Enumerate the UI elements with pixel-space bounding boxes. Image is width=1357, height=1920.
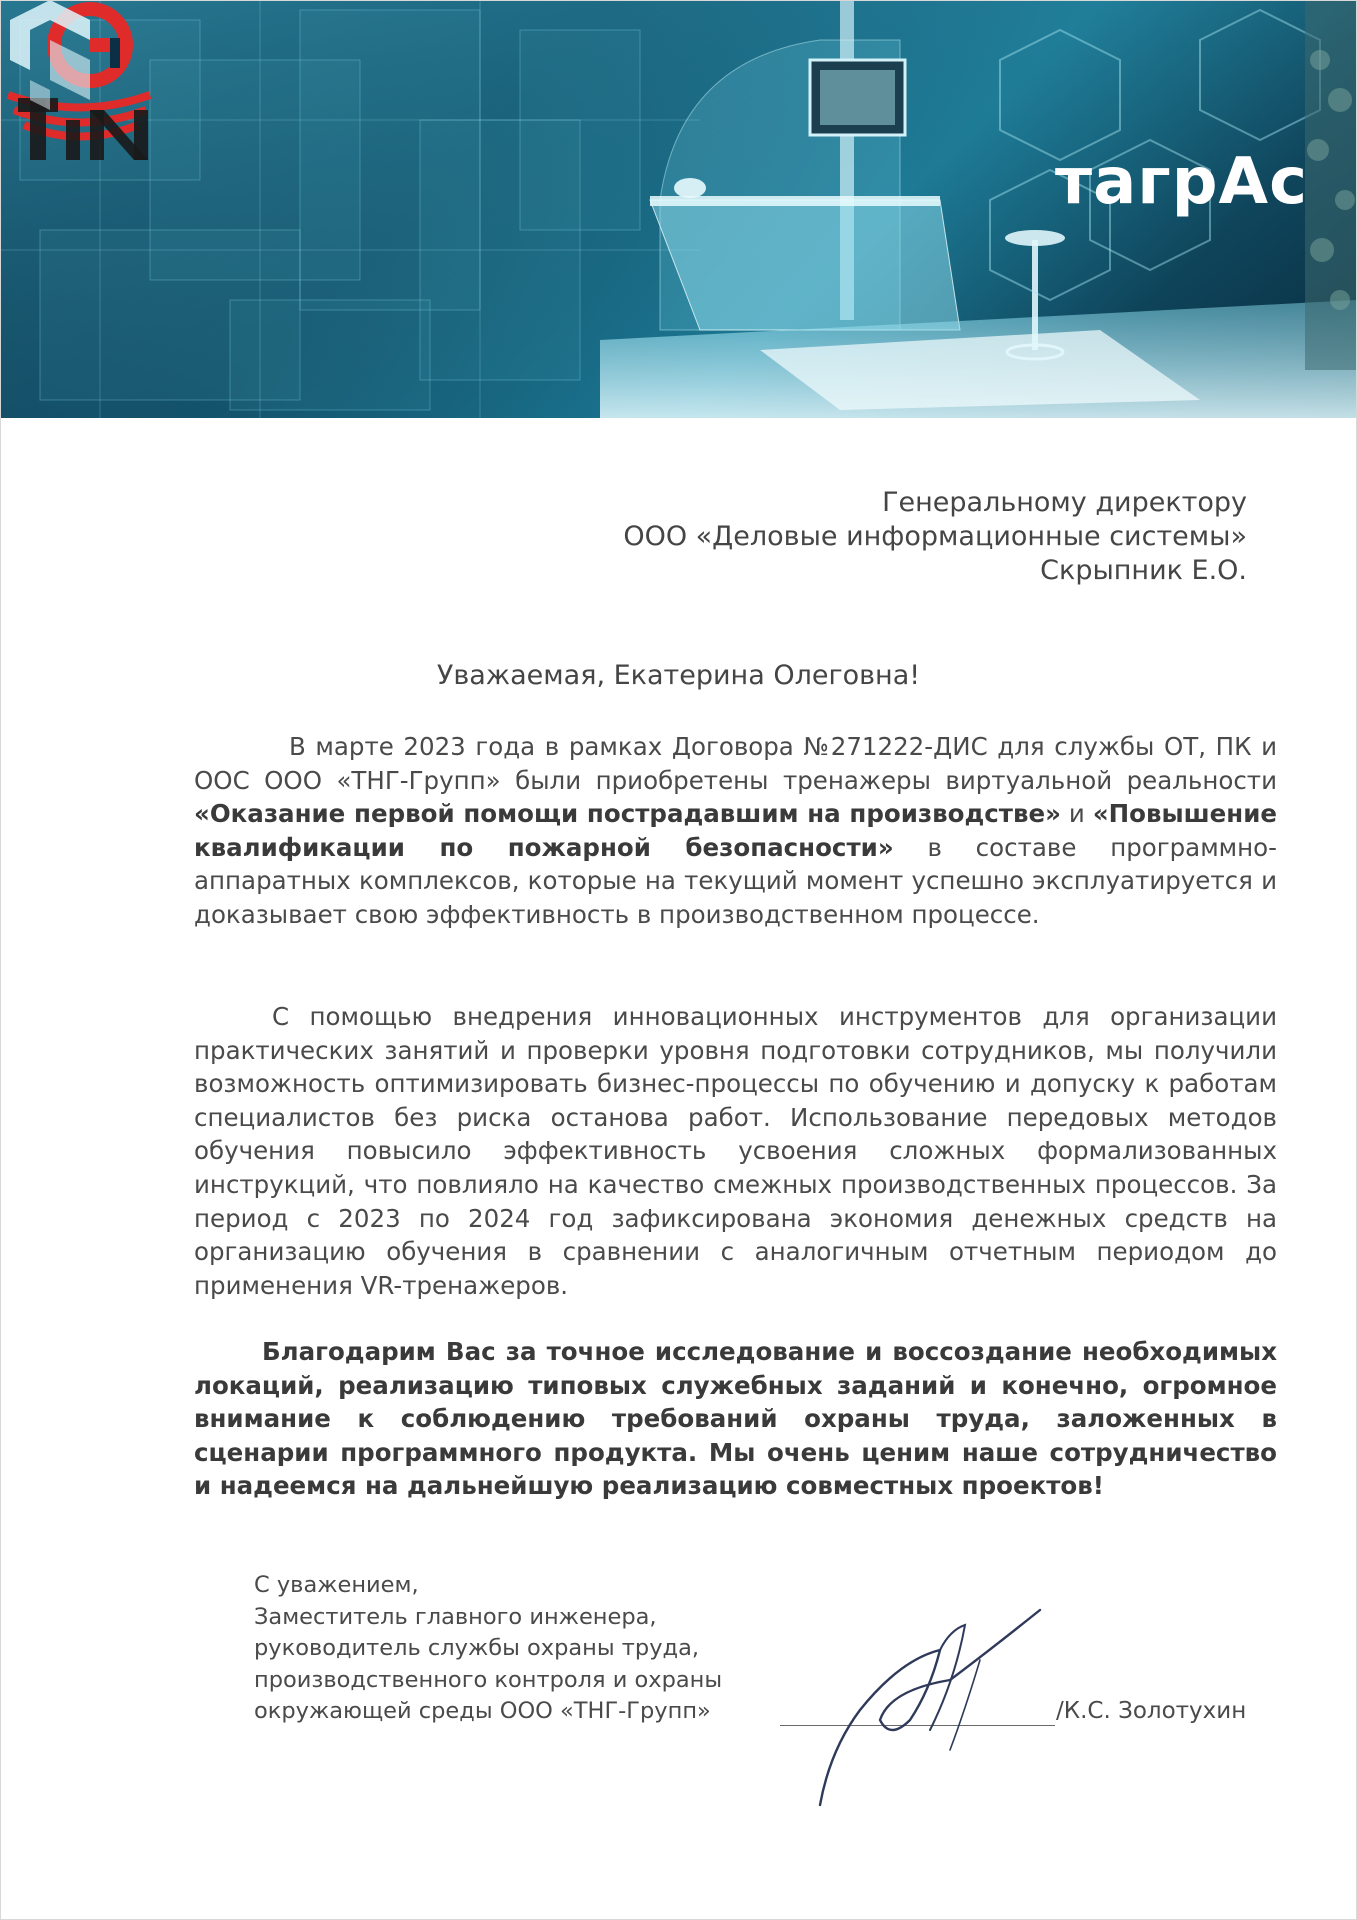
paragraph-3 <box>194 1335 1277 1503</box>
recipient-name: Скрыпник Е.О. <box>1040 555 1247 586</box>
signer-title-line-3: производственного контроля и охраны <box>254 1666 723 1693</box>
salutation: Уважаемая, Екатерина Олеговна! <box>436 660 921 691</box>
recipient-company: ООО «Деловые информационные системы» <box>623 521 1247 552</box>
signer-title-line-2: руководитель службы охраны труда, <box>254 1635 700 1661</box>
paragraph-2 <box>194 1000 1277 1302</box>
signer-title-line-4: окружающей среды ООО «ТНГ-Групп» <box>254 1698 711 1724</box>
recipient-position: Генеральному директору <box>882 487 1247 518</box>
training-title-first-aid: «Оказание первой помощи пострадавшим на производстве» <box>194 799 1061 829</box>
handwritten-signature <box>790 1600 1070 1820</box>
header-banner <box>0 0 1357 418</box>
recipient-block <box>623 486 1247 588</box>
training-title-fire-safety: «Повышение квалификации по пожарной безопасности» <box>194 799 1278 862</box>
paragraph-1-part-2: и <box>1060 799 1093 829</box>
signer-name: /К.С. Золотухин <box>1056 1698 1247 1724</box>
paragraph-1 <box>194 730 1277 932</box>
paragraph-1-part-3: в составе программно-аппаратных комплексов, которые на текущий момент успешно эксплуатируется и доказывает свою эффективность в производственном процессе. <box>194 832 1278 929</box>
signature-block <box>254 1570 722 1728</box>
paragraph-3-text: Благодарим Вас за точное исследование и воссоздание необходимых локаций, реализацию типовых служебных заданий и конечно, огромное внимание к соблюдению требований охраны труда, заложенных в сценарии программного продукта. Мы очень ценим наше сотрудничество и надеемся на дальнейшую реализацию совместных проектов! <box>194 1337 1277 1501</box>
tagras-logo-text: тагрАс <box>1055 145 1308 219</box>
signer-title-line-1: Заместитель главного инженера, <box>254 1603 657 1630</box>
closing-phrase: С уважением, <box>254 1572 419 1598</box>
tagras-logo-mark <box>0 0 380 110</box>
paragraph-1-part-1: В марте 2023 года в рамках Договора №271222-ДИС для службы ОТ, ПК и ООС ООО «ТНГ-Групп» были приобретены тренажеры виртуальной реальности <box>194 732 1277 795</box>
paragraph-2-text: С помощью внедрения инновационных инструментов для организации практических занятий и проверки уровня подготовки сотрудников, мы получили возможность оптимизировать бизнес-процессы по обучению и допуску к работам специалистов без риска останова работ. Использование передовых методов обучения повысило эффективность усвоения сложных формализованных инструкций, что повлияло на качество смежных производственных процессов. За период с 2023 по 2024 год зафиксирована экономия денежных средств на организацию обучения в сравнении с аналогичным отчетным периодом до применения VR-тренажеров. <box>194 1002 1277 1300</box>
